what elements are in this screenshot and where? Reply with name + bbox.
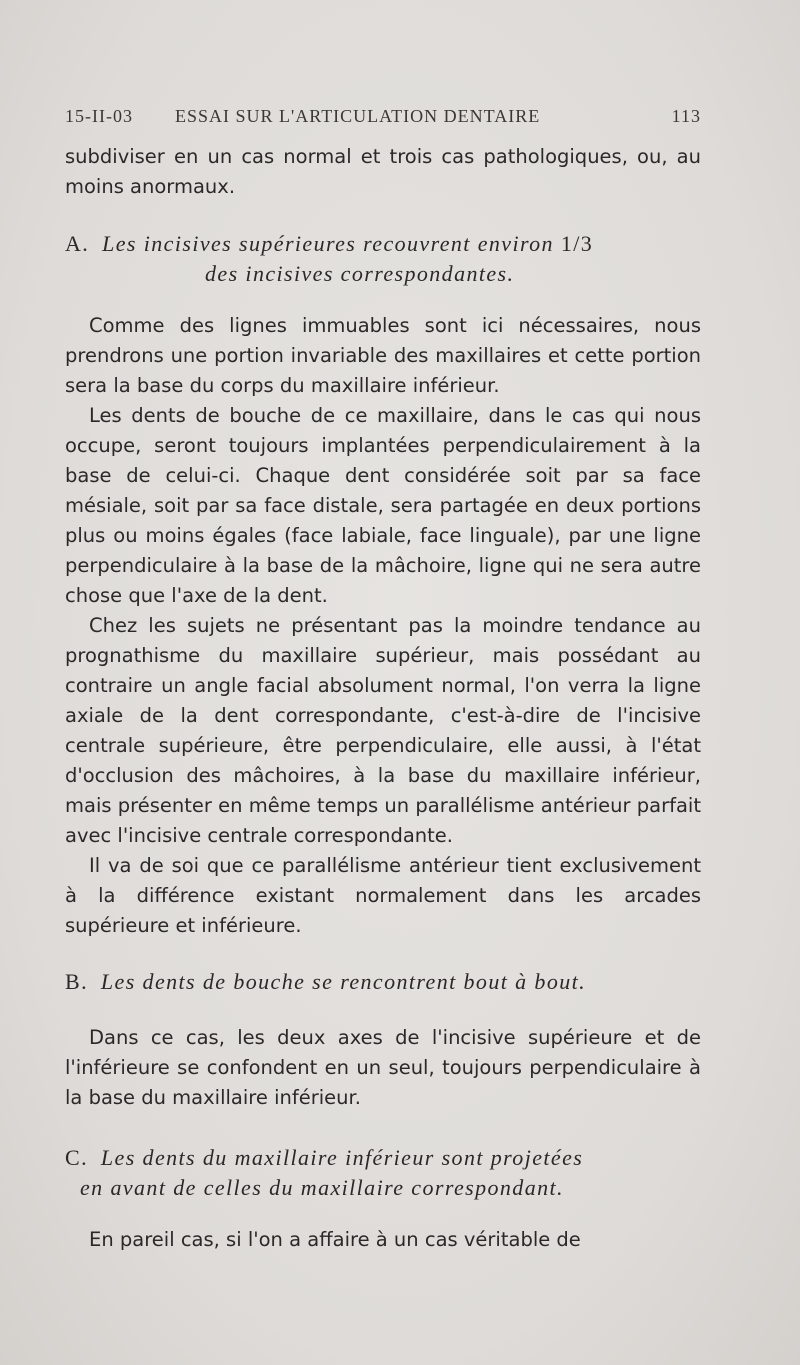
section-c-heading [65,1143,701,1203]
running-header [65,106,701,132]
section-a-line1: Les incisives supérieures recouvrent environ [102,231,554,256]
section-c-line2: en avant de celles du maxillaire correspondant. [80,1175,564,1200]
section-a-fraction: 1/3 [560,231,594,256]
paragraph-intro: subdiviser en un cas normal et trois cas pathologiques, ou, au moins anormaux. [65,145,701,198]
section-a-letter: A. [65,231,90,256]
paragraph-6: En pareil cas, si l'on a affaire à un cas véritable de [89,1228,581,1251]
section-c-line1: Les dents du maxillaire inférieur sont projetées [100,1145,584,1170]
section-c-letter: C. [65,1145,88,1170]
section-b-letter: B. [65,969,88,994]
page-body [65,142,701,1255]
paragraph-5: Dans ce cas, les deux axes de l'incisive supérieure et de l'inférieure se confondent en un seul, toujours perpendiculaire à la base du maxillaire inférieur. [65,1026,701,1109]
header-date: 15-II-03 [65,106,133,126]
section-a-line2: des incisives correspondantes. [205,261,515,286]
section-a-heading [65,229,701,289]
paragraph-4: Il va de soi que ce parallélisme antérieur tient exclusivement à la différence existant normalement dans les arcades supérieure et inférieure. [65,854,701,937]
paragraph-2: Les dents de bouche de ce maxillaire, dans le cas qui nous occupe, seront toujours implantées perpendiculairement à la base de celui-ci. Chaque dent considérée soit par sa face mésiale, soit par sa face distale, sera partagée en deux portions plus ou moins égales (face labiale, face linguale), par une ligne perpendiculaire à la base de la mâchoire, ligne qui ne sera autre chose que l'axe de la dent. [65,404,701,607]
page-number: 113 [671,106,701,126]
section-b-text: Les dents de bouche se rencontrent bout à bout. [100,969,587,994]
paragraph-1: Comme des lignes immuables sont ici nécessaires, nous prendrons une portion invariable des maxillaires et cette portion sera la base du corps du maxillaire inférieur. [65,314,701,397]
section-b-heading [65,967,701,997]
paragraph-3: Chez les sujets ne présentant pas la moindre tendance au prognathisme du maxillaire supérieur, mais possédant au contraire un angle facial absolument normal, l'on verra la ligne axiale de la dent correspondante, c'est-à-dire de l'incisive centrale supérieure, être perpendiculaire, elle aussi, à l'état d'occlusion des mâchoires, à la base du maxillaire inférieur, mais présenter en même temps un parallélisme antérieur parfait avec l'incisive centrale correspondante. [65,614,701,847]
header-title: ESSAI SUR L'ARTICULATION DENTAIRE [175,106,541,126]
